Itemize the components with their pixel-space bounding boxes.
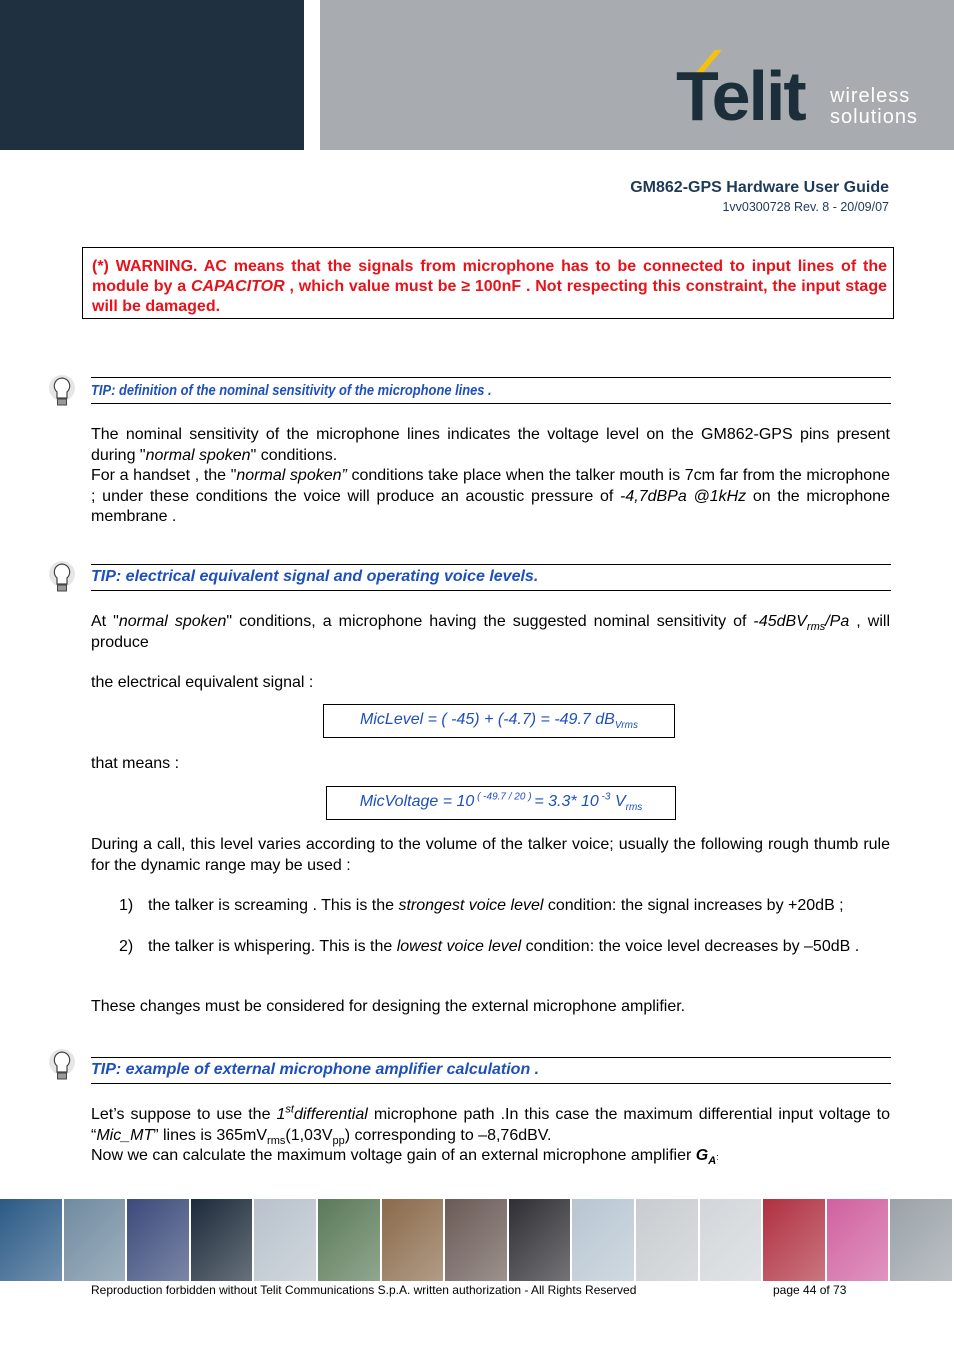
tip-rule	[91, 403, 891, 404]
lightbulb-icon	[47, 558, 77, 598]
list-item: the talker is whispering. This is the lowest voice level condition: the voice level decreases by –50dB .	[148, 938, 860, 955]
footer-photo-tile	[827, 1199, 891, 1281]
document-revision: 1vv0300728 Rev. 8 - 20/09/07	[722, 200, 889, 214]
footer-photo-tile	[318, 1199, 382, 1281]
footer-photo-tile	[890, 1199, 954, 1281]
list-item: the talker is screaming . This is the strongest voice level condition: the signal increases by +20dB ;	[148, 897, 844, 914]
footer-photo-tile	[700, 1199, 764, 1281]
footer-image-strip	[0, 1199, 954, 1281]
footer-photo-tile	[0, 1199, 64, 1281]
tip-rule	[91, 1083, 891, 1084]
equation-box: MicVoltage = 10 $^{( -49.7 / 20 )}$ = 3.3* 10 $^{-3}$ $V_{rms}$	[326, 786, 676, 820]
paragraph: The nominal sensitivity of the microphone lines indicates the voltage level on the GM862-GPS pins present during "normal spoken" conditions. For a handset , the "normal spoken” conditions take place when the talker mouth is 7cm far from the microphone ; under these conditions the voice will produce an acoustic pressure of -4,7dBPa @1kHz on the microphone membrane .	[91, 426, 890, 525]
tip-title: TIP: electrical equivalent signal and operating voice levels.	[91, 568, 539, 585]
paragraph: During a call, this level varies according to the volume of the talker voice; usually the following rough thumb rule for the dynamic range may be used :	[91, 836, 890, 874]
footer-photo-tile	[64, 1199, 128, 1281]
paragraph: These changes must be considered for designing the external microphone amplifier.	[91, 998, 686, 1015]
paragraph: the electrical equivalent signal :	[91, 674, 314, 691]
equation-box: MicLevel = ( -45) + (-4.7) = -49.7 $dB_{Vrms}$	[323, 704, 675, 738]
lightbulb-icon	[47, 1046, 77, 1086]
list-number: 2)	[119, 938, 134, 955]
warning-box: (*) WARNING. AC means that the signals from microphone has to be connected to input lines of the module by a CAPACITOR , which value must be ≥ 100nF . Not respecting this constraint, the input stage will be damaged.	[82, 247, 894, 319]
paragraph: Let’s suppose to use the 1stdifferential microphone path .In this case the maximum differential input voltage to “Mic_MT” lines is $365mV_{rms}(1,03V_{pp})$ corresponding to –8,76dBV. Now we can calculate the maximum voltage gain of an external microphone amplifier $G_A$:	[91, 1103, 891, 1168]
document-title: GM862-GPS Hardware User Guide	[630, 179, 889, 196]
footer-photo-tile	[572, 1199, 636, 1281]
footer-photo-tile	[191, 1199, 255, 1281]
telit-logo: Telit	[676, 57, 805, 135]
tip-rule	[91, 377, 891, 378]
footer-photo-tile	[127, 1199, 191, 1281]
footer-photo-tile	[382, 1199, 446, 1281]
footer-copyright: Reproduction forbidden without Telit Communications S.p.A. written authorization - All Rights Reserved	[91, 1283, 637, 1297]
footer-photo-tile	[763, 1199, 827, 1281]
paragraph: that means :	[91, 755, 180, 772]
tip-rule	[91, 1057, 891, 1058]
footer-photo-tile	[254, 1199, 318, 1281]
lightbulb-icon	[47, 372, 77, 412]
footer-photo-tile	[636, 1199, 700, 1281]
tip-title: TIP: example of external microphone amplifier calculation .	[91, 1061, 540, 1078]
header-dark-panel	[0, 0, 304, 150]
page-number: page 44 of 73	[773, 1283, 847, 1297]
paragraph: At "normal spoken" conditions, a microphone having the suggested nominal sensitivity of -45dBV$_{rms}$/Pa , will produce	[91, 613, 891, 651]
footer-photo-tile	[509, 1199, 573, 1281]
tip-rule	[91, 564, 891, 565]
logo-tagline: wireless solutions	[830, 85, 918, 128]
list-number: 1)	[119, 897, 134, 914]
footer-photo-tile	[445, 1199, 509, 1281]
tip-rule	[91, 590, 891, 591]
tip-title: TIP: definition of the nominal sensitivity of the microphone lines .	[91, 382, 492, 399]
